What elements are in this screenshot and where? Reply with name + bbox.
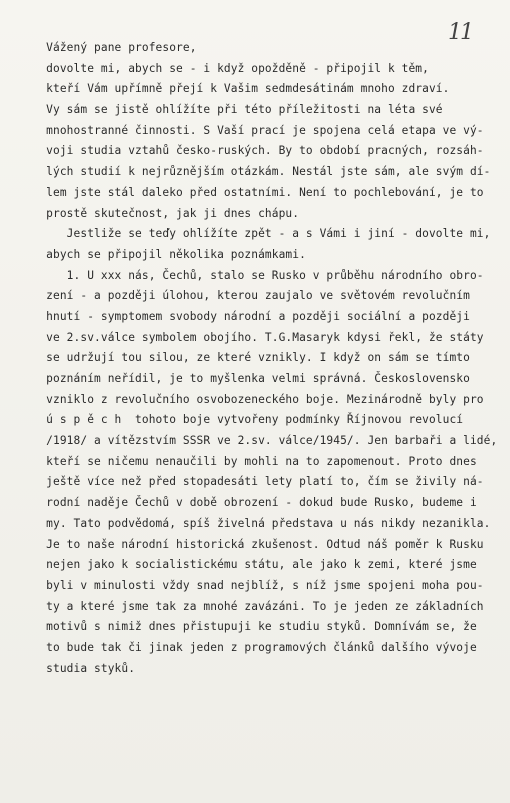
text-line: ještě více než před stopadesáti lety platí to, čím se živily ná-: [12, 475, 484, 489]
text-line: ve 2.sv.válce symbolem obojího. T.G.Masaryk kdysi řekl, že státy: [12, 330, 484, 344]
text-line: rodní naděje Čechů v době obrození - dokud bude Rusko, budeme i: [12, 496, 477, 510]
text-line: poznáním neřídil, je to myšlenka velmi správná. Československo: [12, 372, 470, 385]
text-line: Jestliže se teďy ohlížíte zpět - a s Vámi i jiní - dovolte mi,: [12, 227, 491, 241]
text-line: lých studií k nejrůznějším otázkám. Nestál jste sám, ale svým dí-: [12, 165, 491, 179]
letter-body: [12, 38, 504, 679]
text-line: /1918/ a vítězstvím SSSR ve 2.sv. válce/1945/. Jen barbaři a lidé,: [12, 434, 498, 448]
text-line: byli v minulosti vždy snad nejblíž, s níž jsme spojeni moha pou-: [12, 578, 484, 592]
text-line: to bude tak či jinak jeden z programových článků dalšího vývoje: [12, 640, 477, 654]
text-line: abych se připojil několika poznámkami.: [12, 247, 306, 261]
text-line: hnutí - symptomem svobody národní a později sociální a později: [12, 309, 470, 323]
text-line: kteří Vám upřímně přejí k Vašim sedmdesátinám mnoho zdraví.: [12, 82, 450, 96]
text-line: mnohostranné činnosti. S Vaší prací je spojena celá etapa ve vý-: [12, 123, 484, 137]
text-line: Vy sám se jistě ohlížíte při této příležitosti na léta své: [12, 103, 443, 117]
text-line: my. Tato podvědomá, spíš živelná představa u nás nikdy nezanikla.: [12, 516, 491, 530]
text-line: vzniklo z revolučního osvobozeneckého boje. Mezinárodně byly pro: [12, 392, 484, 406]
text-line: se udržují tou silou, ze které vznikly. I když on sám se tímto: [12, 351, 470, 365]
text-line: studia styků.: [12, 661, 136, 675]
text-line: voji studia vztahů česko-ruských. By to období pracných, rozsáh-: [12, 144, 484, 158]
text-line: kteří se ničemu nenaučili by mohli na to zapomenout. Proto dnes: [12, 454, 477, 468]
text-line: lem jste stál daleko před ostatními. Není to pochlebování, je to: [12, 185, 484, 199]
text-line: motivů s nimiž dnes přistupuji ke studiu styků. Domnívám se, že: [12, 620, 477, 634]
text-line: Je to naše národní historická zkušenost. Odtud náš poměr k Rusku: [12, 537, 484, 551]
text-line: prostě skutečnost, jak ji dnes chápu.: [12, 206, 300, 220]
text-line: 1. U xxx nás, Čechů, stalo se Rusko v průběhu národního obro-: [12, 268, 484, 282]
text-line: dovolte mi, abych se - i když opožděně - připojil k těm,: [12, 61, 429, 75]
page-number: 11: [448, 20, 472, 45]
text-line: zení - a později úlohou, kterou zaujalo ve světovém revolučním: [12, 289, 470, 303]
text-line: nejen jako k socialistickému státu, ale jako k zemi, které jsme: [12, 558, 477, 572]
text-line: Vážený pane profesore,: [12, 41, 197, 54]
text-line: ty a které jsme tak za mnohé zavázáni. To je jeden ze základních: [12, 599, 484, 613]
text-line: ú s p ě c h tohoto boje vytvořeny podmínky Říjnovou revolucí: [12, 413, 464, 427]
